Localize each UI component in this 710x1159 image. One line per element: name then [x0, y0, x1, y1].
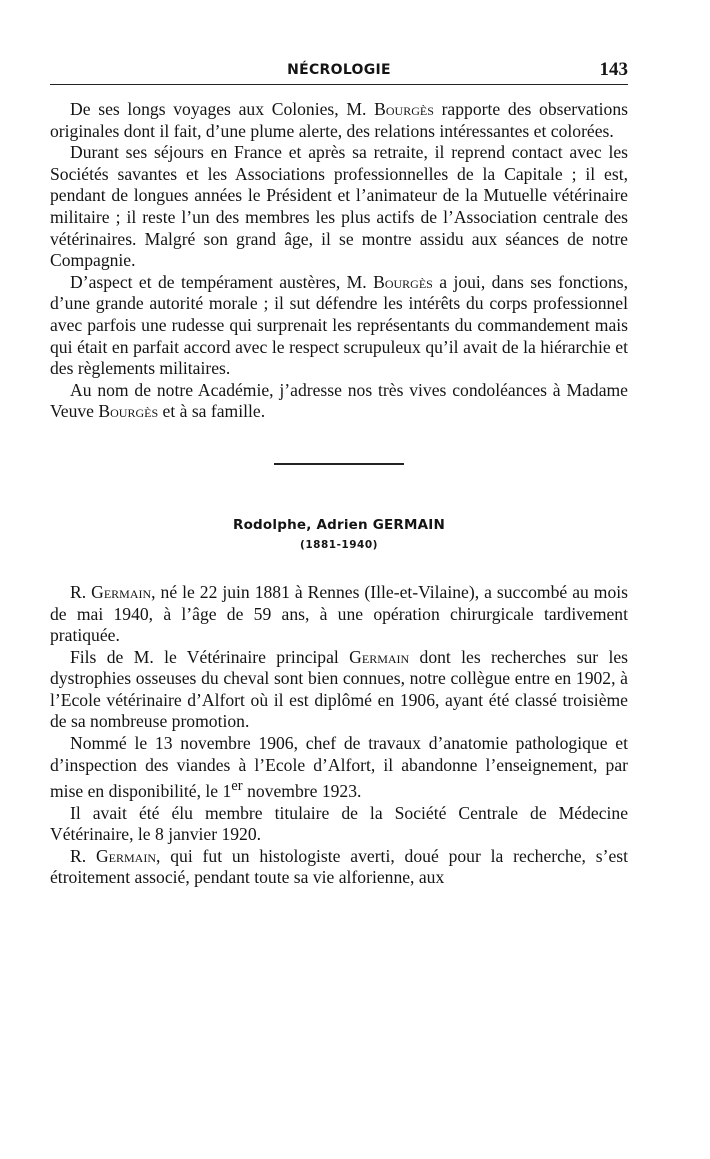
- paragraph-condoleances: Au nom de notre Académie, j’adresse nos très vives condoléances à Madame Veuve Bourgès et à sa famille.: [50, 379, 628, 422]
- paragraph-retraite: Durant ses séjours en France et après sa retraite, il reprend contact avec les Sociétés savantes et les Associations professionnelles de la Capitale ; il est, pendant de longues années le Président et l’animateur de la Mutuelle vétérinaire militaire ; il reste l’un des membres les plus actifs de l’Association centrale des vétérinaires. Malgré son grand âge, il se montre assidu aux séances de notre Compagnie.: [50, 142, 628, 271]
- running-header: [50, 54, 628, 84]
- bourges-section: [50, 99, 628, 423]
- page-number: 143: [599, 59, 628, 80]
- running-title: NÉCROLOGIE: [287, 62, 391, 78]
- document-page: [50, 54, 628, 889]
- superscript: er: [231, 778, 243, 795]
- header-rule: [50, 84, 628, 85]
- paragraph-nomination: Nommé le 13 novembre 1906, chef de travaux d’anatomie pathologique et d’inspection des viandes à l’Ecole d’Alfort, il abandonne l’enseignement, par mise en disponibilité, le 1er novembre 1923.: [50, 733, 628, 802]
- paragraph-fils: Fils de M. le Vétérinaire principal Germain dont les recherches sur les dystrophies osseuses du cheval sont bien connues, notre collègue entre en 1902, à l’Ecole vétérinaire d’Alfort où il est diplômé en 1906, ayant été classé troisième de sa nombreuse promotion.: [50, 646, 628, 732]
- person-name: Bourgès: [98, 401, 159, 422]
- paragraph-voyages: De ses longs voyages aux Colonies, M. Bourgès rapporte des observations originales dont il fait, d’une plume alerte, des relations intéressantes et colorées.: [50, 99, 628, 141]
- paragraph-histologiste: R. Germain, qui fut un histologiste averti, doué pour la recherche, s’est étroitement associé, pendant toute sa vie alforienne, aux: [50, 845, 628, 888]
- person-name: Germain: [349, 646, 410, 667]
- paragraph-temperament: D’aspect et de tempérament austères, M. Bourgès a joui, dans ses fonctions, d’une grande autorité morale ; il sut défendre les intérêts du corps professionnel avec parfois une rudesse qui surprenait les représentants du commandement mais qui était en parfait accord avec le respect scrupuleux qu’il avait de la hiérarchie et des règlements militaires.: [50, 271, 629, 379]
- person-name: Germain: [95, 845, 157, 866]
- person-name: Bourgès: [374, 99, 434, 119]
- paragraph-naissance: R. Germain, né le 22 juin 1881 à Rennes (Ille-et-Vilaine), a succombé au mois de mai 1940, à l’âge de 59 ans, à une opération chirurgicale tardivement pratiquée.: [50, 581, 628, 646]
- person-name: Bourgès: [373, 271, 433, 292]
- person-name: Germain: [91, 581, 152, 602]
- section-separator: [274, 463, 404, 465]
- obituary-heading: Rodolphe, Adrien GERMAIN: [232, 516, 446, 533]
- germain-section: [50, 582, 628, 889]
- paragraph-election: Il avait été élu membre titulaire de la Société Centrale de Médecine Vétérinaire, le 8 janvier 1920.: [50, 802, 628, 845]
- obituary-dates: (1881-1940): [300, 538, 378, 551]
